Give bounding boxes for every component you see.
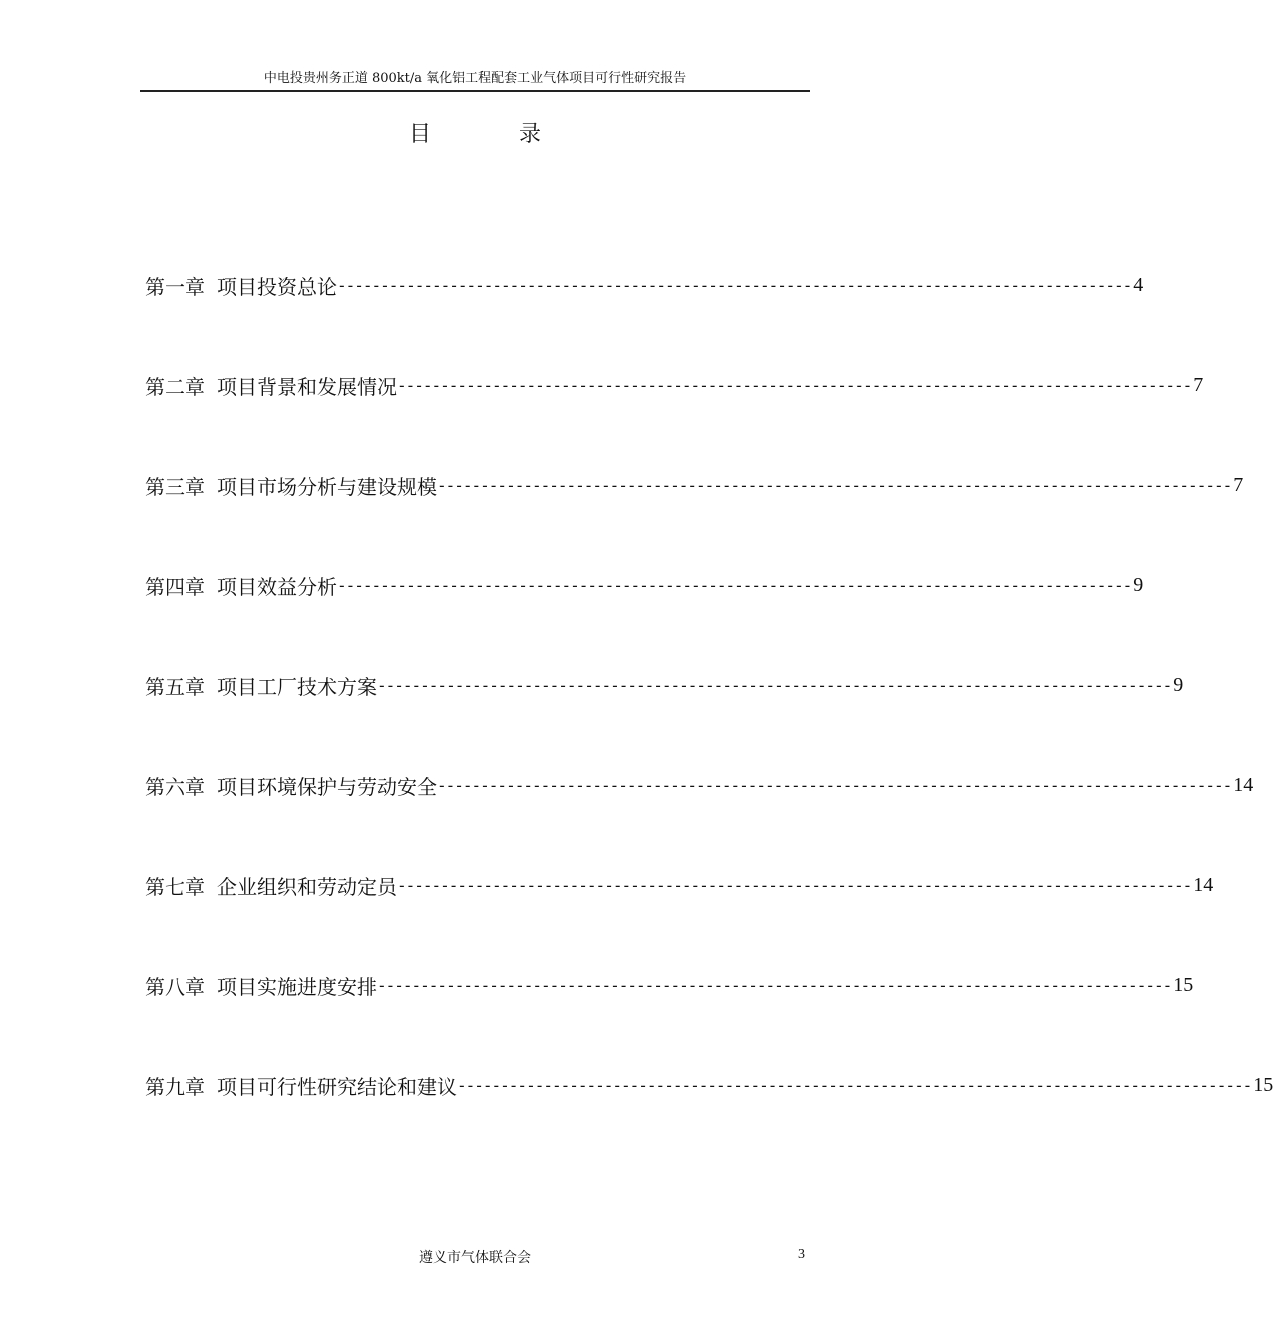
toc-entry-5[interactable] <box>145 668 1184 702</box>
toc-title-char-2: 录 <box>519 122 542 147</box>
toc-chapter: 第九章 <box>145 1074 205 1099</box>
toc-page-number: 7 <box>1233 473 1244 496</box>
toc-entry-9[interactable] <box>145 1068 1273 1102</box>
toc-leader: -------------------------------------------------------------------------------------------- <box>437 775 1232 795</box>
toc-chapter: 第六章 <box>145 774 205 799</box>
toc-entry-title: 项目投资总论 <box>217 274 337 299</box>
toc-leader: -------------------------------------------------------------------------------------------- <box>397 375 1192 395</box>
toc-chapter: 第一章 <box>145 274 205 299</box>
toc-page-number: 15 <box>1173 973 1194 996</box>
toc-leader: -------------------------------------------------------------------------------------------- <box>457 1075 1252 1095</box>
toc-entry-1[interactable] <box>145 268 1144 302</box>
toc-entry-title: 项目可行性研究结论和建议 <box>217 1074 457 1099</box>
toc-chapter: 第八章 <box>145 974 205 999</box>
toc-leader: -------------------------------------------------------------------------------------------- <box>437 475 1232 495</box>
toc-entry-title: 项目环境保护与劳动安全 <box>217 774 437 799</box>
toc-entry-6[interactable] <box>145 768 1254 802</box>
toc-entry-8[interactable] <box>145 968 1194 1002</box>
toc-entry-title: 项目效益分析 <box>217 574 337 599</box>
toc-chapter: 第五章 <box>145 674 205 699</box>
toc-chapter: 第二章 <box>145 374 205 399</box>
toc-page-number: 9 <box>1173 673 1184 696</box>
toc-page-number: 9 <box>1133 573 1144 596</box>
footer-organization: 遵义市气体联合会 <box>419 1250 531 1266</box>
toc-page-number: 14 <box>1233 773 1254 796</box>
toc-entry-7[interactable] <box>145 868 1214 902</box>
header-title: 中电投贵州务正道 800kt/a 氧化铝工程配套工业气体项目可行性研究报告 <box>263 71 687 86</box>
toc-leader: -------------------------------------------------------------------------------------------- <box>337 275 1132 295</box>
toc-entry-title: 项目实施进度安排 <box>217 974 377 999</box>
toc-page-number: 7 <box>1193 373 1204 396</box>
page-footer <box>140 1247 810 1269</box>
toc-leader: -------------------------------------------------------------------------------------------- <box>337 575 1132 595</box>
toc-entry-3[interactable] <box>145 468 1244 502</box>
toc-leader: -------------------------------------------------------------------------------------------- <box>377 675 1172 695</box>
toc-chapter: 第四章 <box>145 574 205 599</box>
toc-leader: -------------------------------------------------------------------------------------------- <box>377 975 1172 995</box>
toc-entry-title: 项目背景和发展情况 <box>217 374 397 399</box>
footer-page-number: 3 <box>798 1247 805 1262</box>
toc-title-char-1: 目 <box>409 122 432 147</box>
toc-chapter: 第七章 <box>145 874 205 899</box>
page-header <box>140 70 810 92</box>
toc-page-number: 4 <box>1133 273 1144 296</box>
toc-leader: -------------------------------------------------------------------------------------------- <box>397 875 1192 895</box>
toc-page-number: 15 <box>1253 1073 1273 1096</box>
toc-page-number: 14 <box>1193 873 1214 896</box>
toc-entry-title: 项目工厂技术方案 <box>217 674 377 699</box>
toc-chapter: 第三章 <box>145 474 205 499</box>
toc-entry-2[interactable] <box>145 368 1204 402</box>
toc-entry-4[interactable] <box>145 568 1144 602</box>
toc-entry-title: 项目市场分析与建设规模 <box>217 474 437 499</box>
toc-entry-title: 企业组织和劳动定员 <box>217 874 397 899</box>
